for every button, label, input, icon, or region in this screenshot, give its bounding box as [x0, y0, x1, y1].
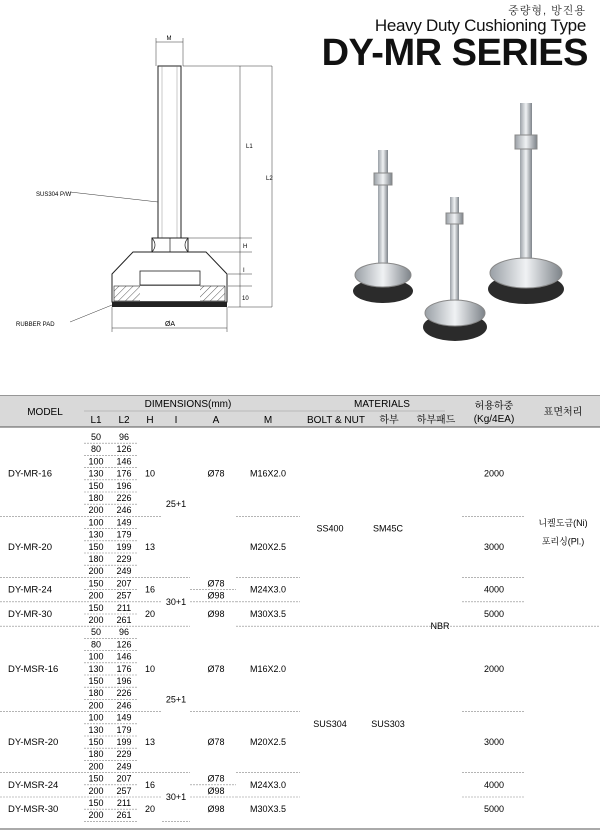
cell-load: 5000	[483, 804, 505, 815]
cell-l2: 126	[116, 444, 132, 455]
header-a: A	[212, 415, 220, 426]
cell-h: 20	[144, 609, 156, 619]
cell-l1: 150	[88, 737, 104, 747]
cell-l1: 50	[90, 432, 102, 442]
cell-l1: 200	[88, 700, 104, 711]
cell-m: M30X3.5	[249, 609, 287, 619]
cell-i: 25+1	[165, 499, 187, 510]
cell-h: 13	[144, 541, 156, 552]
header-base: 하부	[379, 415, 399, 426]
cell-i: 25+1	[165, 694, 187, 705]
header-finish: 표면처리	[543, 407, 583, 418]
cell-load: 3000	[483, 737, 505, 748]
cell-l2: 96	[118, 432, 130, 442]
cell-a: Ø78	[207, 468, 225, 479]
cell-finish: 포리싱(Pl.)	[541, 536, 585, 547]
cell-l2: 207	[116, 773, 132, 784]
cell-a: Ø98	[207, 609, 225, 619]
cell-l2: 211	[116, 602, 132, 613]
header-load-unit: (Kg/4EA)	[473, 414, 515, 425]
cell-i: 30+1	[165, 596, 187, 607]
cell-l2: 176	[116, 468, 132, 479]
cell-l1: 200	[88, 810, 104, 821]
cell-l1: 80	[90, 639, 102, 650]
cell-model: DY-MR-16	[8, 468, 52, 480]
cell-a: Ø78	[207, 737, 225, 748]
header-model: MODEL	[27, 407, 63, 418]
cell-l2: 226	[116, 688, 132, 699]
label-10: 10	[242, 296, 249, 302]
cell-a: Ø78	[207, 578, 225, 589]
cell-l1: 150	[88, 798, 104, 808]
cell-m: M24X3.0	[249, 584, 287, 595]
cell-l2: 257	[116, 785, 132, 796]
label-m: M	[166, 36, 172, 42]
rubber-pad	[112, 302, 227, 307]
cell-bolt-nut: SUS304	[313, 718, 347, 729]
cell-l2: 261	[116, 810, 132, 821]
cell-l2: 261	[116, 615, 132, 625]
cell-load: 3000	[483, 541, 505, 552]
cell-l1: 180	[88, 749, 104, 760]
header-load: 허용하중	[474, 401, 514, 412]
cell-l2: 229	[116, 749, 132, 760]
cell-m: M16X2.0	[249, 663, 287, 674]
cell-l2: 207	[116, 578, 132, 589]
label-l1: L1	[246, 144, 253, 150]
cell-h: 16	[144, 779, 156, 790]
label-h: H	[243, 244, 248, 250]
cell-l2: 199	[116, 737, 132, 747]
cell-l1: 100	[88, 517, 104, 528]
cell-l2: 257	[116, 590, 132, 601]
cell-m: M24X3.0	[249, 779, 287, 790]
cell-l2: 249	[116, 761, 132, 772]
cell-base: SM45C	[372, 523, 404, 534]
cell-model: DY-MSR-30	[8, 804, 59, 816]
cell-l2: 179	[116, 529, 132, 540]
cell-l2: 246	[116, 700, 132, 711]
header-l1: L1	[90, 415, 102, 426]
cell-l1: 180	[88, 554, 104, 564]
cell-model: DY-MR-30	[8, 609, 52, 620]
cell-l1: 150	[88, 578, 104, 589]
korean-subtitle: 중량형, 방진용	[508, 5, 586, 17]
cell-l2: 246	[116, 505, 132, 516]
cell-l2: 149	[116, 517, 132, 528]
header-pad: 하부패드	[416, 415, 456, 426]
cell-l1: 150	[88, 773, 104, 784]
header-materials: MATERIALS	[354, 399, 410, 410]
cell-model: DY-MSR-24	[8, 779, 59, 791]
cell-l1: 200	[88, 505, 104, 516]
cell-l2: 146	[116, 651, 132, 662]
cell-l1: 100	[88, 651, 104, 662]
cell-l2: 179	[116, 724, 132, 735]
cell-finish: 니켈도금(Ni)	[538, 518, 588, 529]
cell-l2: 226	[116, 493, 132, 503]
header-i: I	[174, 415, 178, 426]
cell-l1: 100	[88, 712, 104, 723]
leveler-small	[353, 150, 413, 303]
label-pad: RUBBER PAD	[16, 322, 55, 328]
spec-table	[0, 395, 600, 830]
cell-l1: 200	[88, 615, 104, 625]
cell-l1: 200	[88, 566, 104, 577]
cell-l2: 96	[118, 627, 130, 638]
cell-a: Ø98	[207, 804, 225, 815]
cell-l2: 196	[116, 480, 132, 491]
cell-load: 4000	[483, 779, 505, 790]
technical-drawing	[0, 30, 300, 340]
cell-l2: 199	[116, 541, 132, 552]
cell-a: Ø98	[207, 590, 225, 601]
leveler-tall	[488, 103, 564, 304]
cell-h: 13	[144, 737, 156, 748]
cell-a: Ø78	[207, 773, 225, 784]
cell-bolt-nut: SS400	[316, 523, 344, 534]
product-photo	[340, 95, 590, 345]
type-title: Heavy Duty Cushioning Type	[374, 16, 586, 35]
cell-h: 10	[144, 663, 156, 674]
cell-l1: 180	[88, 688, 104, 699]
cell-h: 20	[144, 804, 156, 815]
cell-l1: 100	[88, 456, 104, 467]
cell-m: M20X2.5	[249, 737, 287, 748]
cell-base: SUS303	[371, 718, 405, 729]
cell-l1: 130	[88, 724, 104, 735]
cell-l2: 176	[116, 663, 132, 674]
cell-l1: 130	[88, 468, 104, 479]
header-bolt-nut: BOLT & NUT	[307, 415, 365, 426]
header-l2: L2	[118, 415, 130, 426]
cell-model: DY-MR-24	[8, 584, 52, 596]
cell-l2: 249	[116, 566, 132, 577]
cell-a: Ø98	[207, 785, 225, 796]
cell-l2: 149	[116, 712, 132, 723]
cell-h: 16	[144, 584, 156, 595]
cell-m: M16X2.0	[249, 468, 287, 479]
label-l2: L2	[266, 176, 273, 182]
header-h: H	[146, 415, 154, 426]
cell-load: 2000	[483, 663, 505, 674]
cell-pad: NBR	[430, 621, 450, 632]
header-m: M	[263, 415, 273, 426]
label-bolt: SUS304 P/W	[36, 192, 72, 198]
cell-l2: 126	[116, 639, 132, 650]
cell-l1: 50	[90, 627, 102, 638]
cell-m: M20X2.5	[249, 541, 287, 552]
dimension-m	[156, 36, 183, 66]
cell-l2: 196	[116, 676, 132, 686]
cell-load: 5000	[483, 609, 505, 619]
label-i: I	[243, 268, 245, 274]
header-dimensions: DIMENSIONS(mm)	[144, 399, 232, 410]
series-title: DY-MR SERIES	[321, 32, 588, 74]
cell-l2: 229	[116, 554, 132, 564]
cell-i: 30+1	[165, 792, 187, 802]
cell-model: DY-MSR-16	[8, 663, 59, 675]
cell-l1: 150	[88, 676, 104, 686]
cell-m: M30X3.5	[249, 804, 287, 815]
cell-model: DY-MR-20	[8, 541, 52, 553]
cell-model: DY-MSR-20	[8, 737, 59, 749]
cell-l1: 130	[88, 529, 104, 540]
cell-l1: 200	[88, 590, 104, 601]
cell-l1: 180	[88, 493, 104, 503]
cell-l1: 200	[88, 761, 104, 772]
cell-load: 4000	[483, 584, 505, 595]
cell-l1: 200	[88, 785, 104, 796]
stud-bolt	[158, 66, 181, 238]
cell-l1: 150	[88, 480, 104, 491]
cell-h: 10	[144, 468, 156, 479]
cell-l2: 211	[116, 798, 132, 808]
cell-l1: 150	[88, 541, 104, 552]
cell-a: Ø78	[207, 663, 225, 674]
cell-l1: 80	[90, 444, 102, 455]
cell-l2: 146	[116, 456, 132, 467]
cell-load: 2000	[483, 468, 505, 479]
leveler-center	[423, 197, 487, 341]
cell-l1: 150	[88, 602, 104, 613]
cell-l1: 130	[88, 663, 104, 674]
label-dia: ØA	[164, 321, 176, 328]
